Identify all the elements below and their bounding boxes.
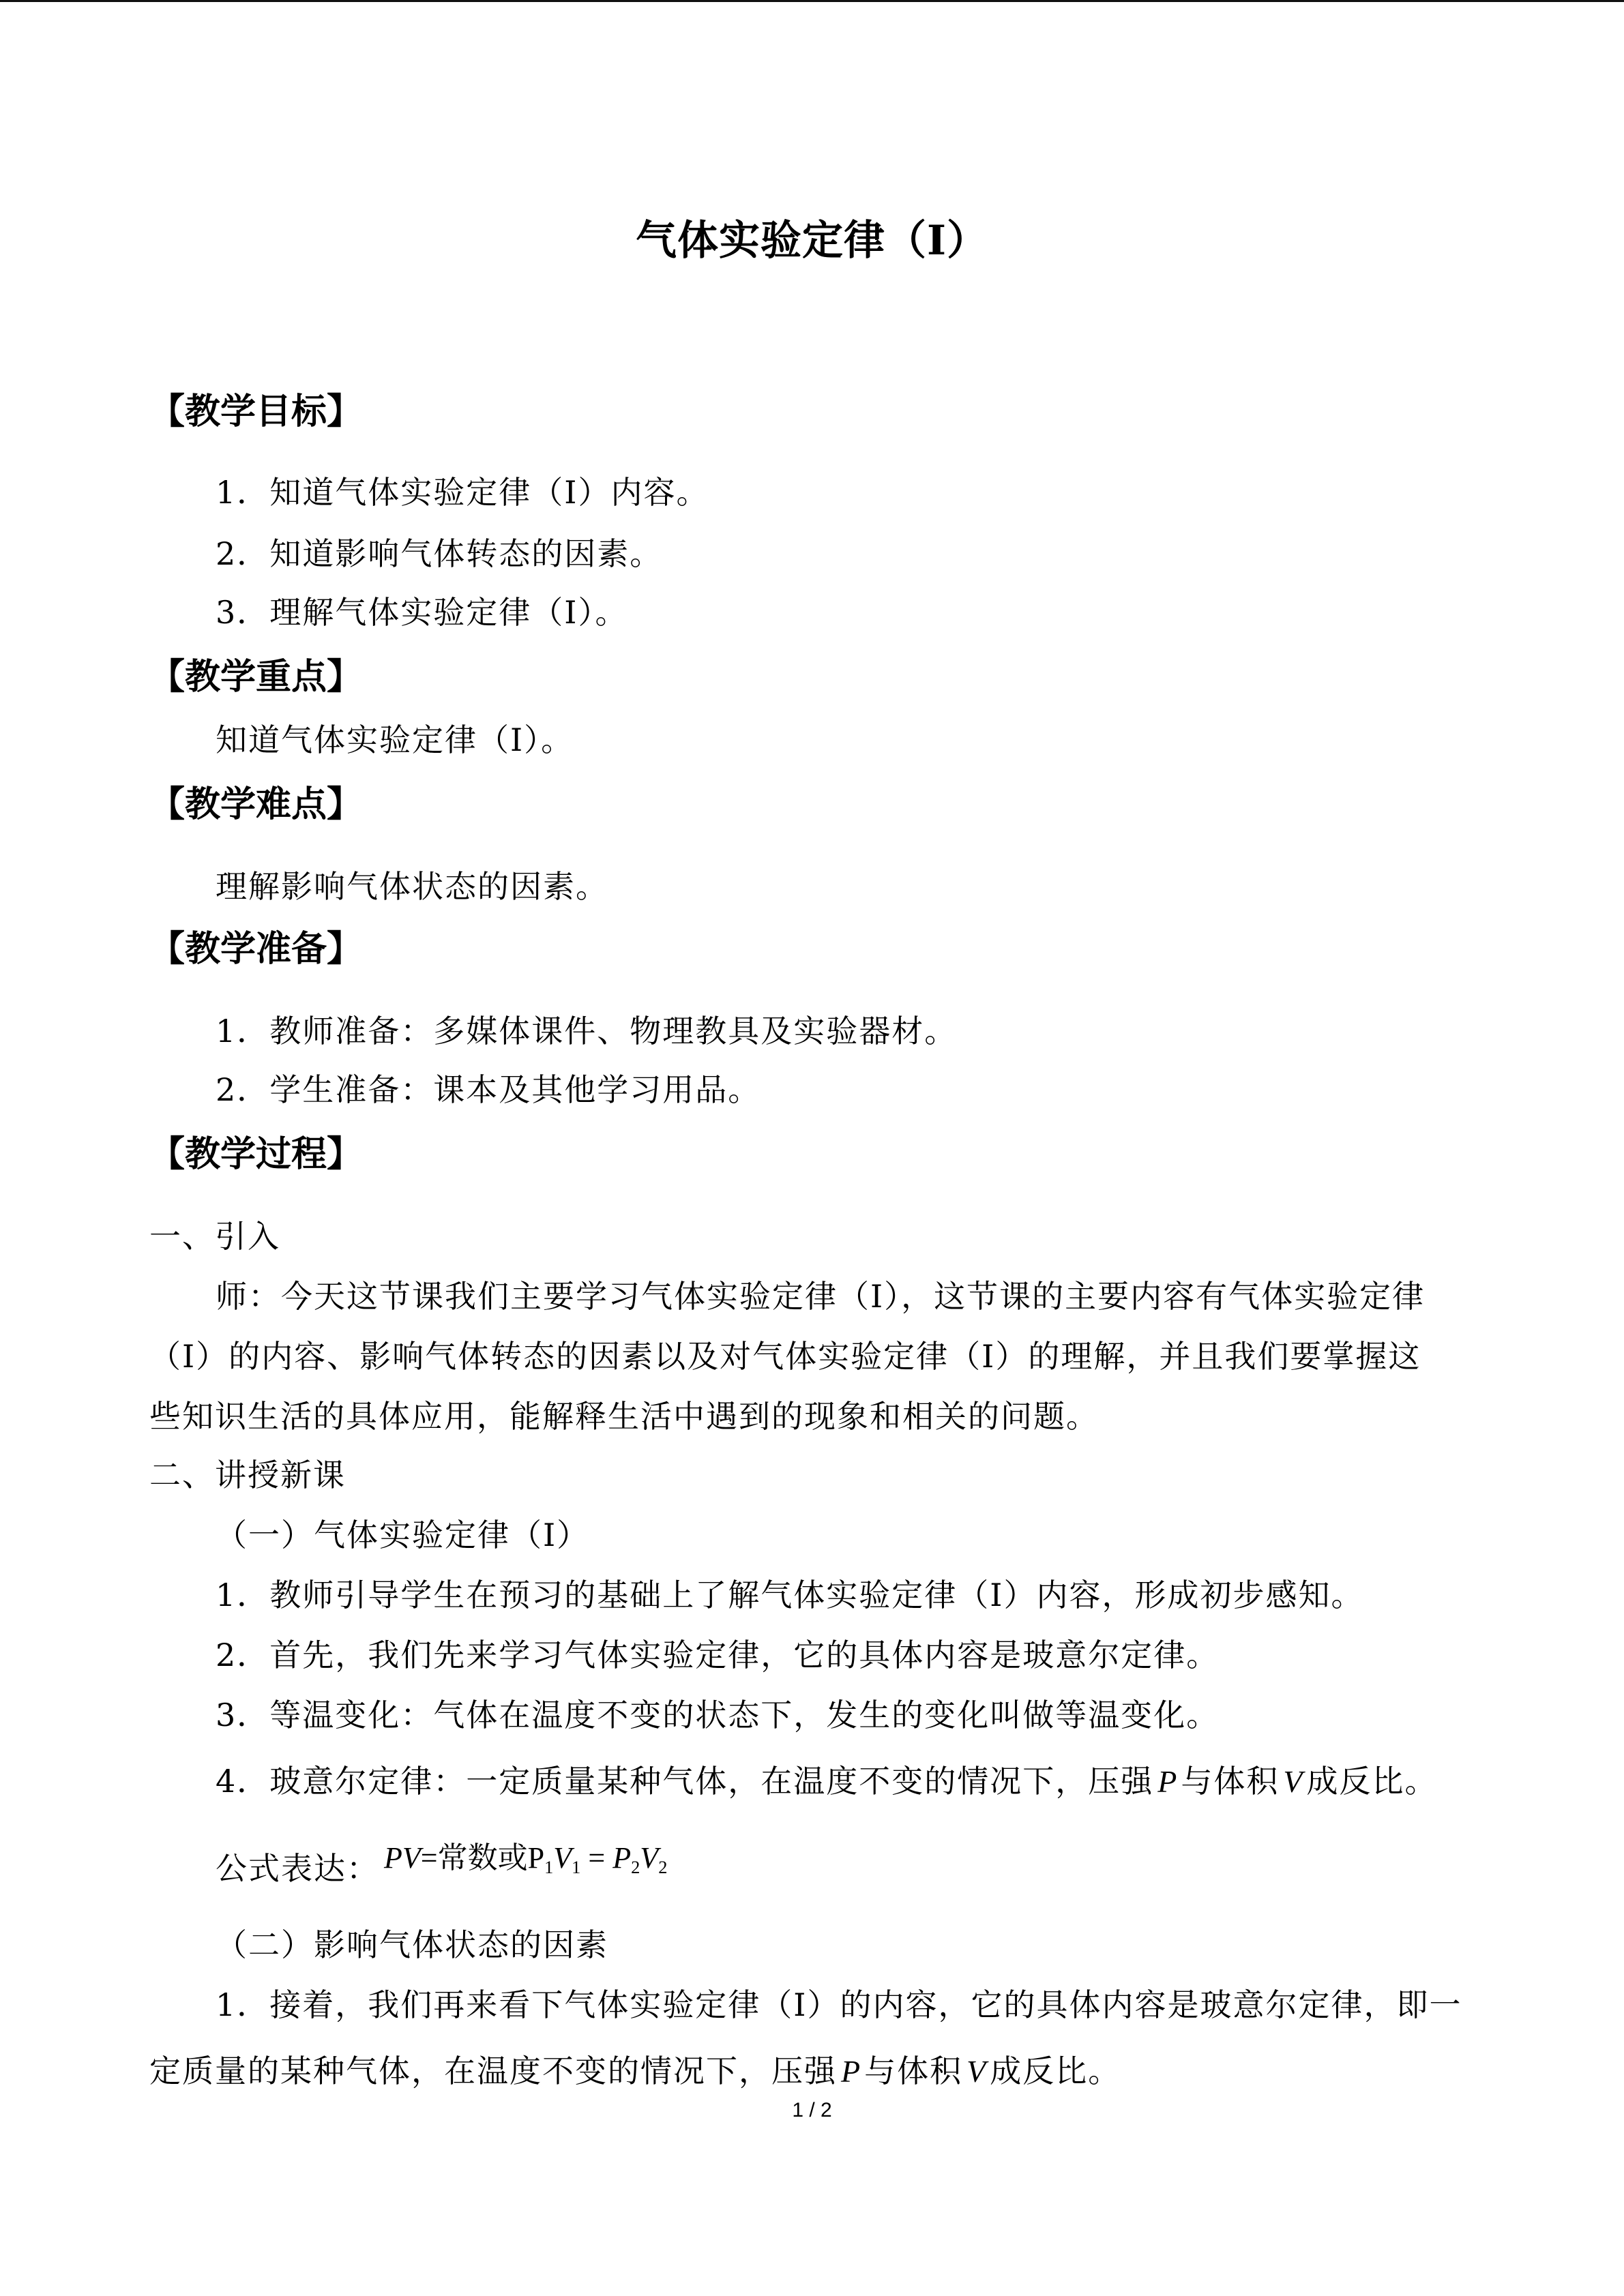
page-number: 1 / 2: [792, 2099, 832, 2121]
formula-p1: P: [527, 1841, 545, 1875]
difficulties-text: 理解影响气体状态的因素。: [216, 868, 608, 905]
formula-label: 公式表达：: [216, 1850, 379, 1887]
document-title: 气体实验定律（Ⅰ）: [635, 217, 989, 265]
goal-item: 2．知道影响气体转态的因素。: [216, 535, 663, 572]
intro-heading: 一、引入: [149, 1218, 280, 1255]
part2-paragraph-line: [149, 2055, 1121, 2087]
goal-item: 3．理解气体实验定律（Ⅰ）。: [216, 594, 628, 631]
volume-variable: V: [1283, 1764, 1303, 1799]
new-lesson-heading: 二、讲授新课: [149, 1457, 346, 1493]
part1-heading: （一）气体实验定律（Ⅰ）: [216, 1517, 590, 1553]
intro-paragraph-line: 师：今天这节课我们主要学习气体实验定律（Ⅰ），这节课的主要内容有气体实验定律: [216, 1278, 1426, 1315]
preparation-heading: 【教学准备】: [149, 928, 363, 970]
difficulties-heading: 【教学难点】: [149, 784, 363, 825]
formula-subscript: 1: [544, 1856, 554, 1877]
intro-paragraph-line: 些知识生活的具体应用，能解释生活中遇到的现象和相关的问题。: [149, 1398, 1099, 1435]
formula-v2: V: [640, 1841, 659, 1875]
text-segment: 与体积: [864, 2053, 963, 2089]
formula-text: =常数或: [420, 1841, 528, 1875]
formula-subscript: 1: [572, 1856, 581, 1877]
key-points-heading: 【教学重点】: [149, 656, 363, 698]
preparation-item: 2．学生准备：课本及其他学习用品。: [216, 1071, 761, 1108]
formula-p2: P: [612, 1841, 632, 1875]
boyle-law-formula: [384, 1841, 668, 1877]
formula-equals: =: [580, 1841, 613, 1875]
formula-subscript: 2: [631, 1856, 640, 1877]
key-points-text: 知道气体实验定律（Ⅰ）。: [216, 721, 574, 758]
part1-item-boyle-law: [216, 1765, 1438, 1798]
part2-paragraph-line: 1．接着，我们再来看下气体实验定律（Ⅰ）的内容，它的具体内容是玻意尔定律，即一: [216, 1986, 1462, 2023]
process-heading: 【教学过程】: [149, 1133, 363, 1175]
text-segment: 4．玻意尔定律：一定质量某种气体，在温度不变的情况下，压强: [216, 1763, 1154, 1800]
formula-pv: PV: [384, 1841, 421, 1875]
part1-item: 3．等温变化：气体在温度不变的状态下，发生的变化叫做等温变化。: [216, 1697, 1220, 1733]
volume-variable: V: [966, 2054, 986, 2089]
goal-item: 1．知道气体实验定律（Ⅰ）内容。: [216, 474, 709, 511]
part1-item: 1．教师引导学生在预习的基础上了解气体实验定律（Ⅰ）内容，形成初步感知。: [216, 1577, 1364, 1613]
formula-subscript: 2: [658, 1856, 668, 1877]
pressure-variable: P: [841, 2054, 861, 2089]
text-segment: 定质量的某种气体，在温度不变的情况下，压强: [149, 2053, 837, 2089]
text-segment: 与体积: [1181, 1763, 1280, 1800]
text-segment: 成反比。: [990, 2053, 1121, 2089]
part1-item: 2．首先，我们先来学习气体实验定律，它的具体内容是玻意尔定律。: [216, 1637, 1220, 1673]
preparation-item: 1．教师准备：多媒体课件、物理教具及实验器材。: [216, 1013, 958, 1049]
intro-paragraph-line: （Ⅰ）的内容、影响气体转态的因素以及对气体实验定律（Ⅰ）的理解，并且我们要掌握这: [149, 1338, 1421, 1375]
text-segment: 成反比。: [1306, 1763, 1438, 1800]
pressure-variable: P: [1157, 1764, 1177, 1799]
part2-heading: （二）影响气体状态的因素: [216, 1926, 608, 1963]
formula-v1: V: [553, 1841, 572, 1875]
goals-heading: 【教学目标】: [149, 391, 363, 432]
